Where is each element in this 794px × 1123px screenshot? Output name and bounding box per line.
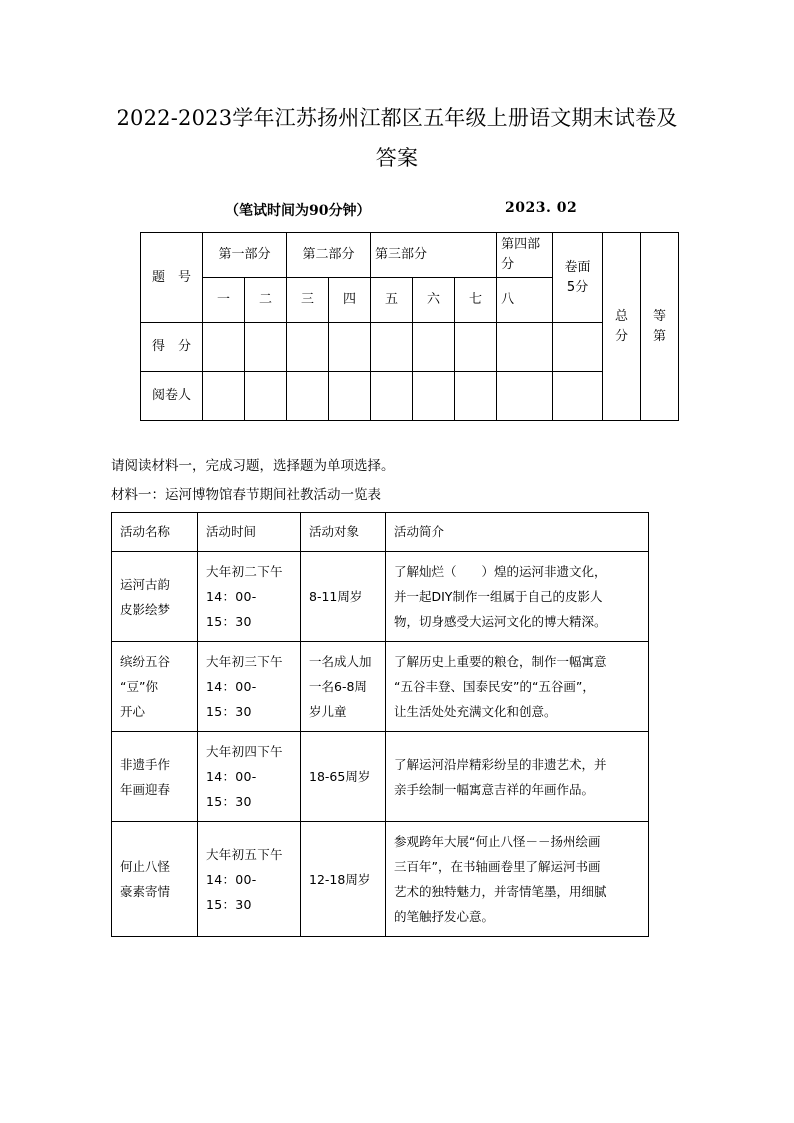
score-question-number-7: 七 [455,278,497,323]
activity-name-2-line2: “豆”你 [120,679,158,694]
activity-header-time: 活动时间 [198,513,301,552]
activity-time-4-line2: 14：00- [206,871,257,887]
score-table [140,232,679,421]
score-col-header-total [603,233,641,421]
score-cell-marker-paper-surface[interactable] [553,372,603,421]
activity-name-3-line2: 年画迎春 [120,781,171,797]
activity-description-2 [386,642,649,732]
activity-audience-4 [301,822,386,937]
score-row-label-marker: 阅卷人 [141,372,203,421]
score-question-number-8: 八 [497,278,553,323]
activity-name-1 [112,552,198,642]
score-question-number-6: 六 [413,278,455,323]
score-cell-score-4[interactable] [329,323,371,372]
activity-description-1 [386,552,649,642]
activity-time-1-line3: 15：30 [206,614,252,629]
score-question-number-2: 二 [245,278,287,323]
score-table-row-parts [141,233,679,278]
activity-description-3-line2: 亲手绘制一幅寓意吉祥的年画作品。 [394,781,595,797]
activity-name-1-line2: 皮影绘梦 [120,601,171,617]
score-cell-score-3[interactable] [287,323,329,372]
score-col-header-grade [641,233,679,421]
activity-time-1-line2: 14：00- [206,589,257,604]
activity-description-4-line3: 艺术的独特魅力，并寄情笔墨，用细腻 [394,884,607,899]
activity-time-2-line1: 大年初三下午 [206,654,283,669]
activity-audience-1-line1: 8-11周岁 [309,589,363,604]
activity-description-3 [386,732,649,822]
table-row [112,642,649,732]
activity-audience-1 [301,552,386,642]
score-cell-marker-2[interactable] [245,372,287,421]
activity-description-4-line4: 的笔触抒发心意。 [394,909,495,924]
activity-description-1-line3: 物，切身感受大运河文化的博大精深。 [394,614,607,629]
activity-time-2-line2: 14：00- [206,679,257,694]
score-col-header-paper-surface [553,233,603,323]
activity-time-3 [198,732,301,822]
activity-header-name: 活动名称 [112,513,198,552]
activity-description-4-line1: 参观跨年大展“何止八怪－－扬州绘画 [394,834,601,849]
table-row [112,732,649,822]
activity-time-2-line3: 15：30 [206,704,252,719]
activity-audience-4-line1: 12-18周岁 [309,871,371,887]
score-table-row-marker [141,372,679,421]
activity-description-2-line2: “五谷丰登、国泰民安”的“五谷画”， [394,679,595,694]
activity-audience-2-line3: 岁儿童 [309,704,347,719]
activity-description-1-line2: 并一起DIY制作一组属于自己的皮影人 [394,589,603,604]
activity-name-2-line3: 开心 [120,704,146,719]
activity-description-2-line3: 让生活处处充满文化和创意。 [394,704,557,719]
activity-time-2 [198,642,301,732]
total-label-line1: 总 [615,308,629,324]
activity-name-1-line1: 运河古韵 [120,576,171,592]
instruction-line-2: 材料一：运河博物馆春节期间社教活动一览表 [111,487,381,503]
activity-header-description: 活动简介 [386,513,649,552]
activity-time-3-line2: 14：00- [206,769,257,784]
score-cell-marker-1[interactable] [203,372,245,421]
activity-name-4-line1: 何止八怪 [120,859,171,874]
grade-label-line1: 等 [653,308,667,324]
total-label-line2: 分 [615,328,629,344]
score-question-number-3: 三 [287,278,329,323]
score-part-header-4: 第四部分 [497,233,553,278]
score-cell-score-5[interactable] [371,323,413,372]
activity-audience-2 [301,642,386,732]
score-cell-score-7[interactable] [455,323,497,372]
score-row-label-question-no: 题 号 [141,233,203,323]
activity-audience-3-line1: 18-65周岁 [309,769,371,784]
page-title: 2022-2023学年江苏扬州江都区五年级上册语文期末试卷及答案 [116,106,678,170]
score-table-row-score [141,323,679,372]
score-question-number-4: 四 [329,278,371,323]
activity-time-4-line1: 大年初五下午 [206,846,283,862]
table-row [112,552,649,642]
score-cell-marker-5[interactable] [371,372,413,421]
score-cell-score-paper-surface[interactable] [553,323,603,372]
exam-duration-label: （笔试时间为90分钟） [225,203,371,219]
score-cell-score-1[interactable] [203,323,245,372]
score-cell-marker-4[interactable] [329,372,371,421]
activity-time-1-line1: 大年初二下午 [206,564,283,579]
score-question-number-5: 五 [371,278,413,323]
activity-description-4 [386,822,649,937]
activity-name-4-line2: 豪素寄情 [120,884,171,899]
paper-surface-label-line2: 5分 [566,279,589,295]
score-cell-marker-6[interactable] [413,372,455,421]
paper-surface-label-line1: 卷面 [564,259,591,275]
activity-description-3-line1: 了解运河沿岸精彩纷呈的非遗艺术，并 [394,756,607,772]
score-cell-marker-3[interactable] [287,372,329,421]
exam-meta-line [140,200,660,224]
activity-time-4-line3: 15：30 [206,896,252,912]
grade-label-line2: 第 [653,328,667,344]
score-row-label-score: 得 分 [141,323,203,372]
score-question-number-1: 一 [203,278,245,323]
activity-table-container [111,512,648,937]
activity-name-2-line1: 缤纷五谷 [120,654,171,669]
activity-header-audience: 活动对象 [301,513,386,552]
activity-audience-2-line2: 一名6-8周 [309,679,367,694]
activity-description-4-line2: 三百年”，在书轴画卷里了解运河书画 [394,859,601,874]
activity-description-1-line1: 了解灿烂（ ）煌的运河非遗文化， [394,564,607,579]
activity-name-3-line1: 非遗手作 [120,756,171,772]
table-row [112,822,649,937]
activity-name-4 [112,822,198,937]
instruction-line-1: 请阅读材料一，完成习题，选择题为单项选择。 [111,458,395,474]
activity-audience-3 [301,732,386,822]
score-cell-marker-7[interactable] [455,372,497,421]
score-part-header-2: 第二部分 [287,233,371,278]
score-cell-marker-8[interactable] [497,372,553,421]
score-part-header-1: 第一部分 [203,233,287,278]
activity-table [111,512,649,937]
score-table-container [140,232,667,421]
activity-description-2-line1: 了解历史上重要的粮仓，制作一幅寓意 [394,654,607,669]
activity-time-4 [198,822,301,937]
activity-name-3 [112,732,198,822]
activity-time-3-line3: 15：30 [206,794,252,809]
activity-name-2 [112,642,198,732]
score-cell-score-2[interactable] [245,323,287,372]
activity-time-1 [198,552,301,642]
score-part-header-3: 第三部分 [371,233,497,278]
activity-table-header-row [112,513,649,552]
exam-date-label: 2023. 02 [505,200,578,216]
score-cell-score-6[interactable] [413,323,455,372]
activity-audience-2-line1: 一名成人加 [309,654,372,669]
activity-time-3-line1: 大年初四下午 [206,744,283,759]
score-cell-score-8[interactable] [497,323,553,372]
